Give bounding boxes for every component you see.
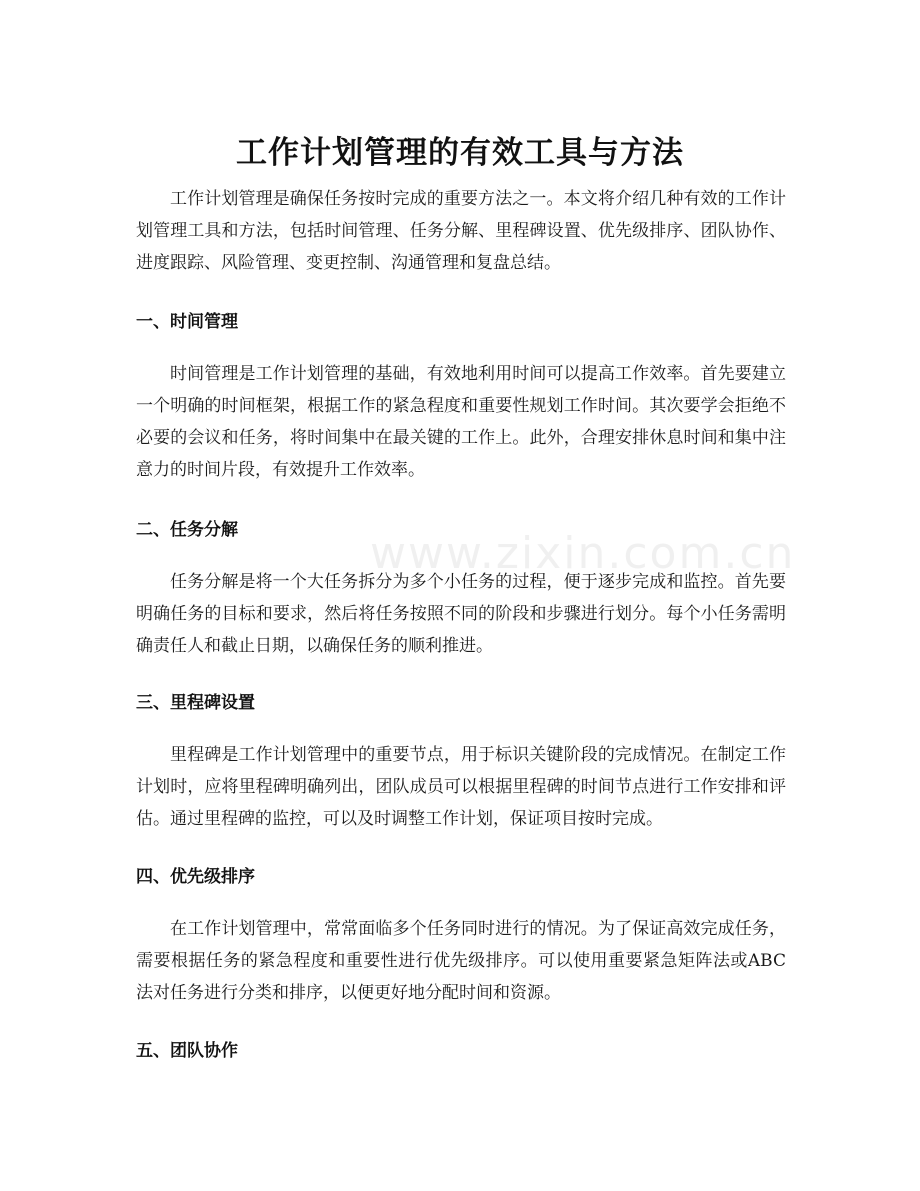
section-heading-task-breakdown: 二、任务分解 xyxy=(136,520,238,540)
document-title: 工作计划管理的有效工具与方法 xyxy=(236,134,684,171)
section-body-milestones: 里程碑是工作计划管理中的重要节点，用于标识关键阶段的完成情况。在制定工作计划时，应将里程碑明确列出，团队成员可以根据里程碑的时间节点进行工作安排和评估。通过里程碑的监控，可以及时调整工作计划，保证项目按时完成。 xyxy=(136,745,786,829)
intro-paragraph: 工作计划管理是确保任务按时完成的重要方法之一。本文将介绍几种有效的工作计划管理工具和方法，包括时间管理、任务分解、里程碑设置、优先级排序、团队协作、进度跟踪、风险管理、变更控制、沟通管理和复盘总结。 xyxy=(136,189,786,273)
section-heading-teamwork: 五、团队协作 xyxy=(136,1041,238,1061)
section-body-time-management: 时间管理是工作计划管理的基础，有效地利用时间可以提高工作效率。首先要建立一个明确的时间框架，根据工作的紧急程度和重要性规划工作时间。其次要学会拒绝不必要的会议和任务，将时间集中在最关键的工作上。此外，合理安排休息时间和集中注意力的时间片段，有效提升工作效率。 xyxy=(136,364,786,480)
section-body-task-breakdown: 任务分解是将一个大任务拆分为多个小任务的过程，便于逐步完成和监控。首先要明确任务的目标和要求，然后将任务按照不同的阶段和步骤进行划分。每个小任务需明确责任人和截止日期，以确保任务的顺利推进。 xyxy=(136,572,786,656)
section-heading-milestones: 三、里程碑设置 xyxy=(136,693,255,713)
section-body-priority: 在工作计划管理中，常常面临多个任务同时进行的情况。为了保证高效完成任务，需要根据任务的紧急程度和重要性进行优先级排序。可以使用重要紧急矩阵法或ABC法对任务进行分类和排序，以便更好地分配时间和资源。 xyxy=(136,919,786,1003)
section-heading-priority: 四、优先级排序 xyxy=(136,867,255,887)
section-heading-time-management: 一、时间管理 xyxy=(136,312,238,332)
watermark: www.zixin.com.cn xyxy=(370,528,796,579)
